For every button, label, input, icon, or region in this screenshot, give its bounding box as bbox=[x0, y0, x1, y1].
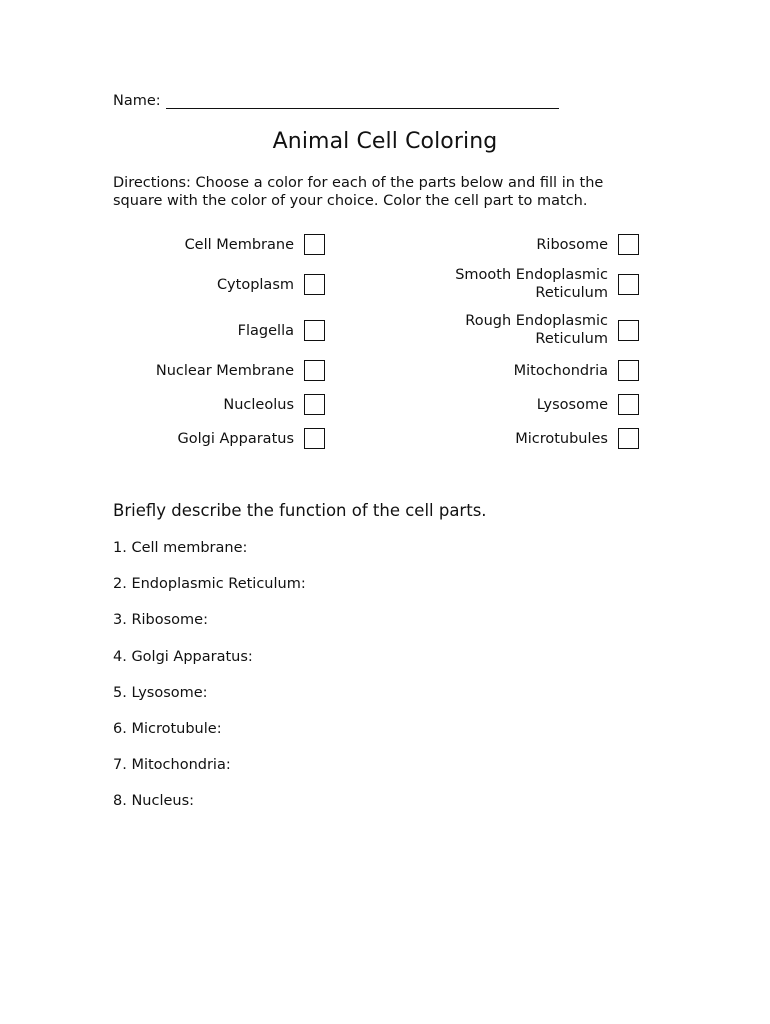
part-label: Golgi Apparatus bbox=[177, 430, 294, 447]
part-label: Microtubules bbox=[515, 430, 608, 447]
question-endoplasmic-reticulum: 2. Endoplasmic Reticulum: bbox=[113, 576, 306, 592]
part-label: Ribosome bbox=[536, 236, 608, 253]
part-label: Lysosome bbox=[536, 396, 608, 413]
question-microtubule: 6. Microtubule: bbox=[113, 721, 222, 737]
part-label: Smooth Endoplasmic Reticulum bbox=[455, 267, 608, 301]
part-item-lysosome bbox=[537, 394, 639, 415]
directions-text: Directions: Choose a color for each of the parts below and fill in the square with the color of your choice. Color the cell part to match. bbox=[113, 175, 604, 209]
part-item-ribosome bbox=[536, 234, 639, 255]
part-item-golgi-apparatus bbox=[178, 428, 325, 449]
part-label: Cytoplasm bbox=[216, 276, 294, 293]
part-label: Cell Membrane bbox=[184, 236, 294, 253]
name-blank-line[interactable] bbox=[166, 92, 559, 109]
color-box-cell-membrane[interactable] bbox=[304, 234, 325, 255]
color-box-microtubules[interactable] bbox=[618, 428, 639, 449]
part-item-microtubules bbox=[515, 428, 639, 449]
color-box-cytoplasm[interactable] bbox=[304, 274, 325, 295]
name-row bbox=[113, 92, 559, 109]
question-ribosome: 3. Ribosome: bbox=[113, 612, 208, 628]
question-nucleus: 8. Nucleus: bbox=[113, 793, 195, 809]
part-item-flagella bbox=[238, 320, 325, 341]
part-item-mitochondria bbox=[514, 360, 639, 381]
question-golgi-apparatus: 4. Golgi Apparatus: bbox=[113, 649, 253, 665]
part-label: Flagella bbox=[237, 322, 294, 339]
color-box-golgi-apparatus[interactable] bbox=[304, 428, 325, 449]
question-cell-membrane: 1. Cell membrane: bbox=[113, 540, 248, 556]
question-mitochondria: 7. Mitochondria: bbox=[113, 757, 231, 773]
part-item-cell-membrane bbox=[185, 234, 325, 255]
part-item-nuclear-membrane bbox=[156, 360, 325, 381]
part-item-rough-er bbox=[465, 312, 639, 348]
part-item-cytoplasm bbox=[217, 274, 325, 295]
color-box-rough-er[interactable] bbox=[618, 320, 639, 341]
part-item-nucleolus bbox=[223, 394, 325, 415]
color-box-nuclear-membrane[interactable] bbox=[304, 360, 325, 381]
part-label: Nuclear Membrane bbox=[155, 362, 294, 379]
color-box-lysosome[interactable] bbox=[618, 394, 639, 415]
functions-heading: Briefly describe the function of the cell parts. bbox=[113, 501, 487, 520]
part-label: Rough Endoplasmic Reticulum bbox=[465, 313, 608, 347]
color-box-nucleolus[interactable] bbox=[304, 394, 325, 415]
color-box-ribosome[interactable] bbox=[618, 234, 639, 255]
color-box-flagella[interactable] bbox=[304, 320, 325, 341]
question-lysosome: 5. Lysosome: bbox=[113, 685, 208, 701]
name-label: Name: bbox=[113, 93, 161, 109]
part-label: Mitochondria bbox=[513, 362, 608, 379]
part-item-smooth-er bbox=[455, 266, 639, 302]
page-title: Animal Cell Coloring bbox=[272, 129, 498, 154]
color-box-mitochondria[interactable] bbox=[618, 360, 639, 381]
color-box-smooth-er[interactable] bbox=[618, 274, 639, 295]
part-label: Nucleolus bbox=[223, 396, 294, 413]
